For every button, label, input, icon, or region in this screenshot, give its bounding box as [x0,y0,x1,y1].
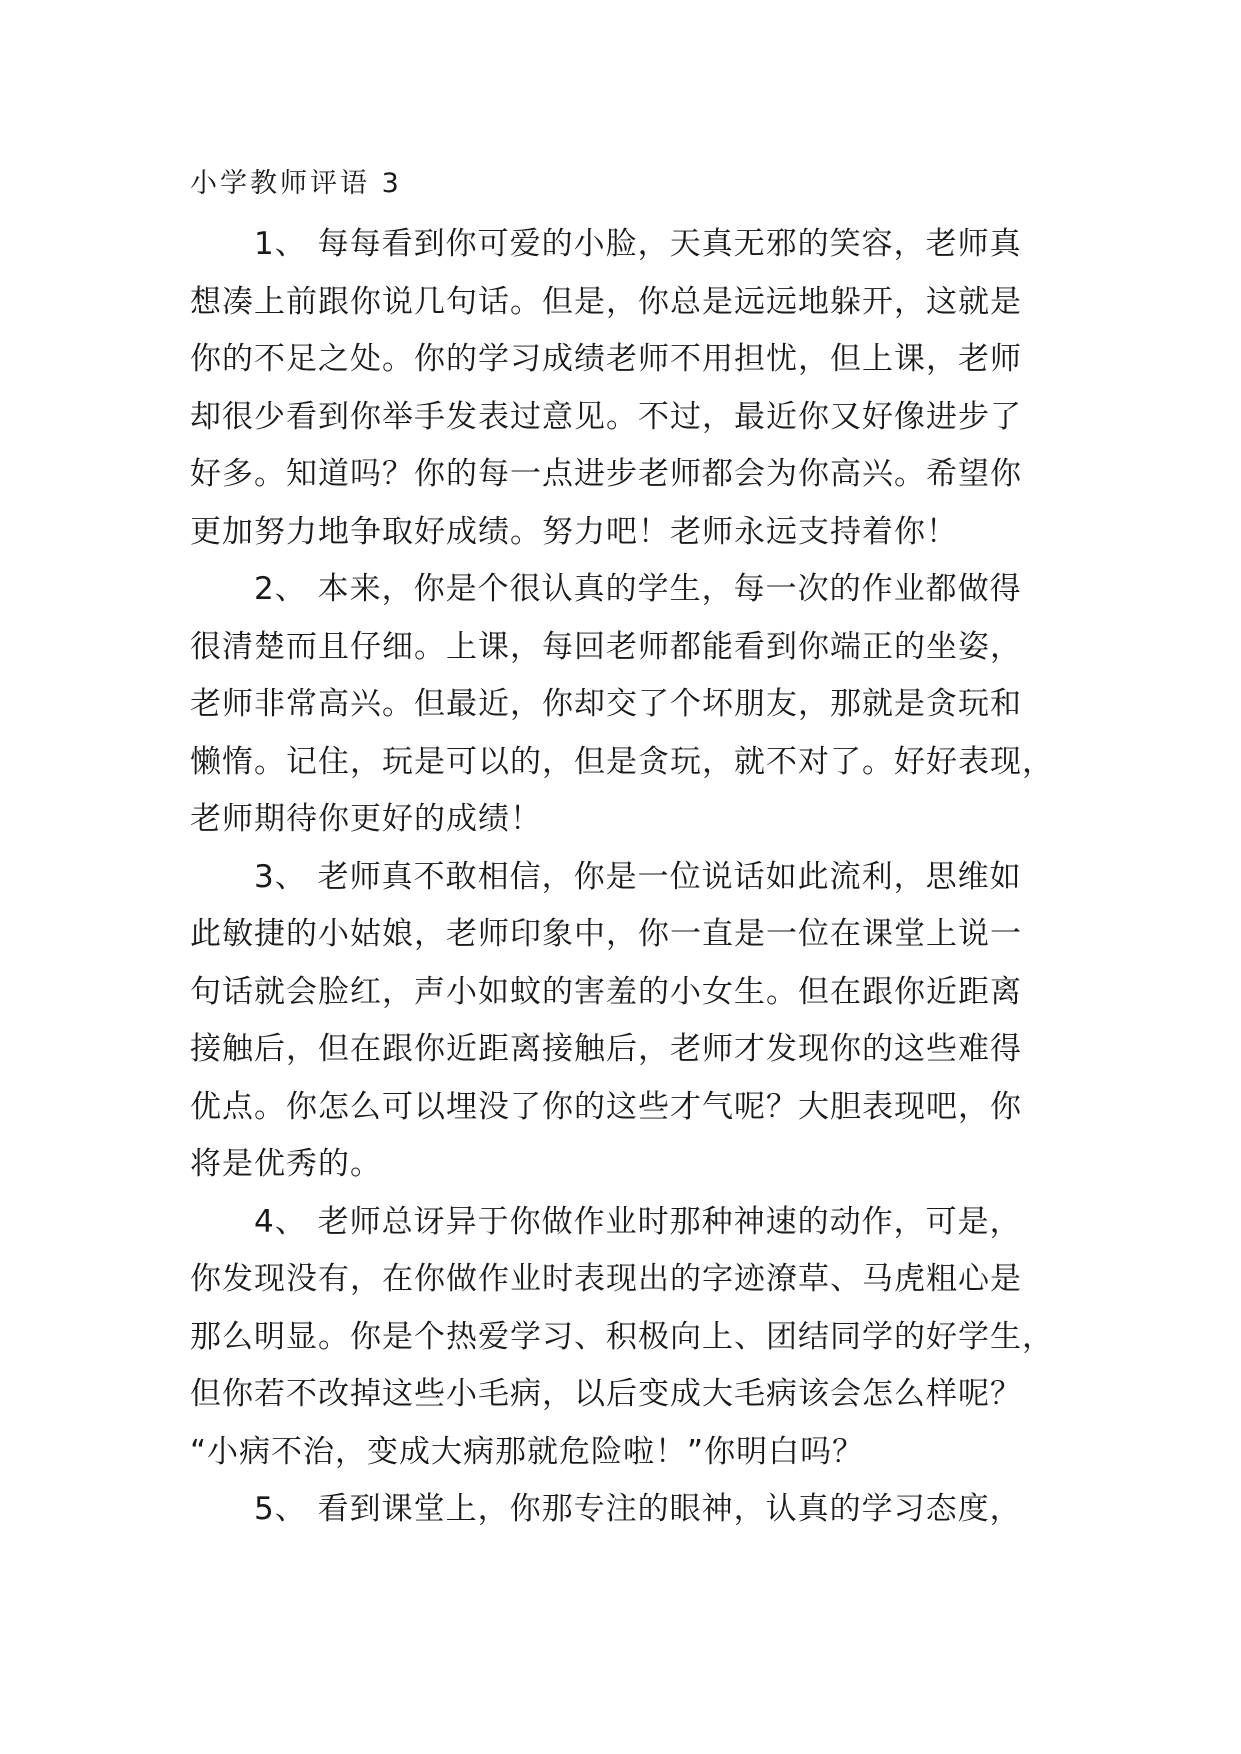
paragraph-2-line-3: 老师非常高兴。但最近，你却交了个坏朋友，那就是贪玩和 [190,686,1022,722]
paragraph-3-line-6: 将是优秀的。 [190,1146,382,1182]
paragraph-3-line-4: 接触后，但在跟你近距离接触后，老师才发现你的这些难得 [190,1031,1022,1067]
paragraph-1-line-4: 却很少看到你举手发表过意见。不过，最近你又好像进步了 [190,398,1022,435]
paragraph-4-line-1: 4、 老师总讶异于你做作业时那种神速的动作，可是， [254,1203,1022,1240]
paragraph-5-line-1: 5、 看到课堂上，你那专注的眼神，认真的学习态度， [254,1491,1022,1527]
paragraph-1-line-3: 你的不足之处。你的学习成绩老师不用担忧，但上课，老师 [190,341,1022,377]
paragraph-3-line-5: 优点。你怎么可以埋没了你的这些才气呢？大胆表现吧，你 [190,1088,1022,1125]
document-body [190,216,1054,1539]
paragraph-4-line-2: 你发现没有，在你做作业时表现出的字迹潦草、马虎粗心是 [190,1261,1022,1297]
paragraph-2-line-4: 懒惰。记住，玩是可以的，但是贪玩，就不对了。好好表现， [190,743,1054,780]
paragraph-2-line-1: 2、 本来，你是个很认真的学生，每一次的作业都做得 [254,571,1022,607]
paragraph-1-line-2: 想凑上前跟你说几句话。但是，你总是远远地躲开，这就是 [190,283,1022,320]
paragraph-4-line-5: “小病不治，变成大病那就危险啦！”你明白吗？ [190,1433,865,1470]
paragraph-2-line-5: 老师期待你更好的成绩！ [190,801,542,837]
paragraph-3-line-3: 句话就会脸红，声小如蚊的害羞的小女生。但在跟你近距离 [190,973,1022,1010]
paragraph-1-line-5: 好多。知道吗？你的每一点进步老师都会为你高兴。希望你 [190,456,1022,492]
paragraph-3-line-1: 3、 老师真不敢相信，你是一位说话如此流利，思维如 [254,858,1022,895]
paragraph-3-line-2: 此敏捷的小姑娘，老师印象中，你一直是一位在课堂上说一 [190,916,1022,952]
paragraph-4-line-4: 但你若不改掉这些小毛病，以后变成大毛病该会怎么样呢？ [190,1376,1022,1412]
paragraph-1-line-1: 1、 每每看到你可爱的小脸，天真无邪的笑容，老师真 [254,226,1022,262]
document-title: 小学教师评语 3 [190,168,402,199]
paragraph-2-line-2: 很清楚而且仔细。上课，每回老师都能看到你端正的坐姿， [190,628,1022,665]
paragraph-1-line-6: 更加努力地争取好成绩。努力吧！老师永远支持着你！ [190,513,958,550]
paragraph-4-line-3: 那么明显。你是个热爱学习、积极向上、团结同学的好学生， [190,1318,1054,1355]
